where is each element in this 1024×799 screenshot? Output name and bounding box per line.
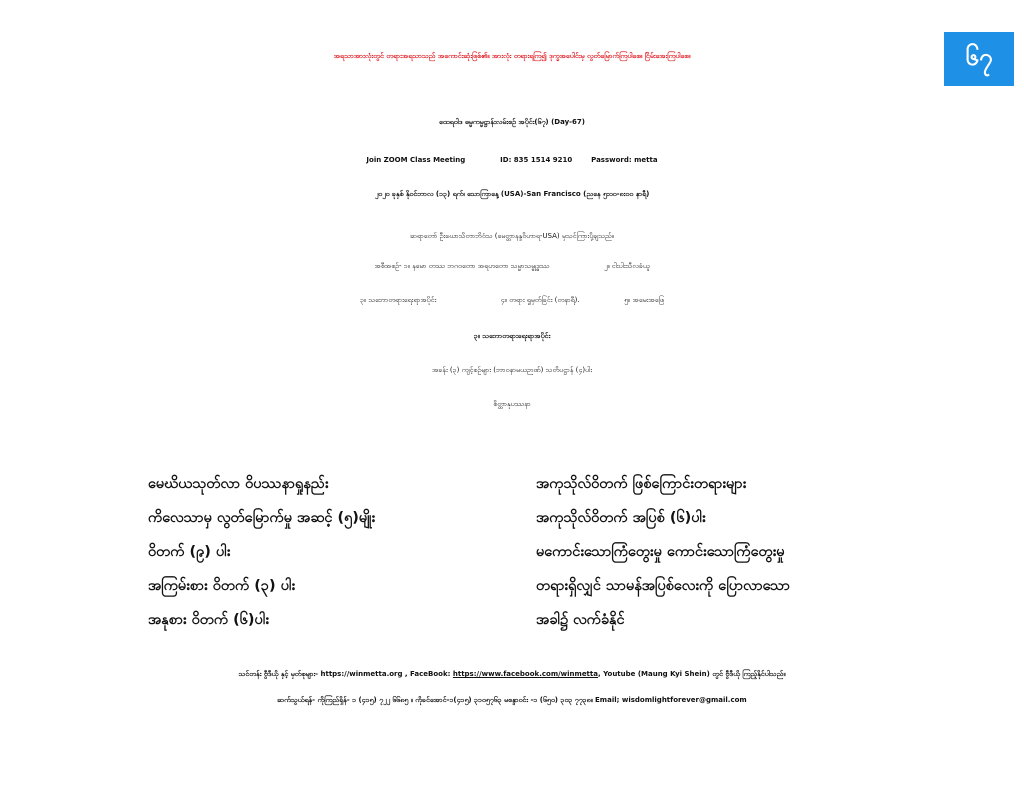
topic-item: တရားရှိလျှင် သာမန်အပြစ်လေးကို ပြောလာသော [536, 578, 790, 594]
footer-links [0, 670, 1024, 680]
program-item-3: ၃။ သဘောတရားရေးရာအပိုင်း [360, 296, 437, 304]
program-row-1 [0, 262, 1024, 272]
program-item-5: ၅။ အမေးအဖြေ [624, 296, 664, 304]
topic-item: အနုစား ဝိတက် (၆)ပါး [148, 612, 270, 628]
topic-item: အကြမ်းစား ဝိတက် (၃) ပါး [148, 578, 296, 594]
topic-item: မကောင်းသောကြံတွေးမှု ကောင်းသောကြံတွေးမှု [536, 544, 785, 560]
topic-item: မေဃိယသုတ်လာ ဝိပဿနာရှုနည်း [148, 476, 329, 492]
zoom-password: Password: metta [591, 156, 658, 164]
program-item-1: အစီအစဉ်- ၁။ နမော တဿ ဘဂဝတော အရဟတော သမ္မာသမ္ဗုဒ္ဓဿ [374, 262, 550, 270]
topic-item: အကုသိုလ်ဝိတက် အပြစ် (၆)ပါး [536, 510, 706, 526]
teacher-line: ဆရာတော် ဦးဃောသိတာဘိဝံသ (မေတ္တာနန္ဒဝိဟာရ-USA) မှသင်ကြားပို့ချသည်။ [410, 232, 614, 240]
program-row-2 [0, 296, 1024, 306]
section-topic: စိတ္တာနုပဿနာ [493, 400, 531, 408]
topic-item: အခါ၌ လက်ခံနိုင် [536, 612, 625, 628]
topics-right-column [536, 470, 790, 640]
footer-links-text: သင်တန်း ဗွီဒီယို နှင့် မှတ်စုများ- https://winmetta.org , FaceBook: [238, 670, 453, 678]
topic-item: ကိလေသာမှ လွတ်မြောက်မှု အဆင့် (၅)မျိုး [148, 510, 376, 526]
page-title: ထေရဝါဒ ဓမ္မကမ္မဋ္ဌာန်းလမ်းစဉ် အပိုင်း(၆၇) (Day-67) [439, 118, 585, 126]
day-number-badge: ၆၇ [944, 32, 1014, 86]
motto-banner: အရသာအားလုံးတွင် တရားအရသာသည် အကောင်းဆုံးဖြစ်၏။ အားလုံး တရားရကြ၍ ဒုက္ခအပေါင်းမှ လွတ်မြောက်ကြပါစေ။ ငြိမ်းအေးကြပါစေ။ [333, 52, 691, 60]
program-item-4: ၄။ တရား ရှုမှတ်ခြင်း (တနာရီ). [500, 296, 580, 304]
session-date: ၂၀၂၀ ခုနှစ် နိုဝင်ဘာလ (၁၃) ရက်၊ သောကြာနေ့ (USA)-San Francisco (ညနေ ၅း၀၀-၈း၀၀ နာရီ) [374, 190, 650, 198]
footer-youtube-text: , Youtube (Maung Kyi Shein) တွင် ဗွီဒီယို ကြည့်နိုင်ပါသည်။ [597, 670, 786, 678]
zoom-meeting-id: ID: 835 1514 9210 [500, 156, 573, 164]
topic-item: အကုသိုလ်ဝိတက် ဖြစ်ကြောင်းတရားများ [536, 476, 747, 492]
section-subtitle: အခန်း (၃) ကျင့်စဉ်များ (ဘာဝနာမယဉာဏ်) သတိပဋ္ဌာန် (၄)ပါး [431, 366, 593, 374]
section-heading: ၃။ သဘောတရားရေးရာအပိုင်း [473, 332, 551, 340]
zoom-join-label: Join ZOOM Class Meeting [366, 156, 466, 164]
footer-contacts: ဆက်သွယ်ရန်- ကိုကြည်ရှိန်- ၁ (၄၁၅) ၇၂၂ ၆၆၈၅ ။ ကိုခင်အောင်-၁(၄၁၅) ၃၁၀၅၇၆၃ မစန္ဒာဝင်း -၁ (၆၅၀) ၃၀၃ ၇၇၃၈။ Email; wisdomlightforever@gmail.com [277, 696, 747, 704]
topics-left-column [148, 470, 375, 640]
program-item-2: ၂။ ငါးပါးသီလခံယူ [603, 262, 650, 270]
facebook-link[interactable]: https://www.facebook.com/winmetta [452, 670, 598, 678]
topic-item: ဝိတက် (၉) ပါး [148, 544, 231, 560]
zoom-info [0, 156, 1024, 164]
